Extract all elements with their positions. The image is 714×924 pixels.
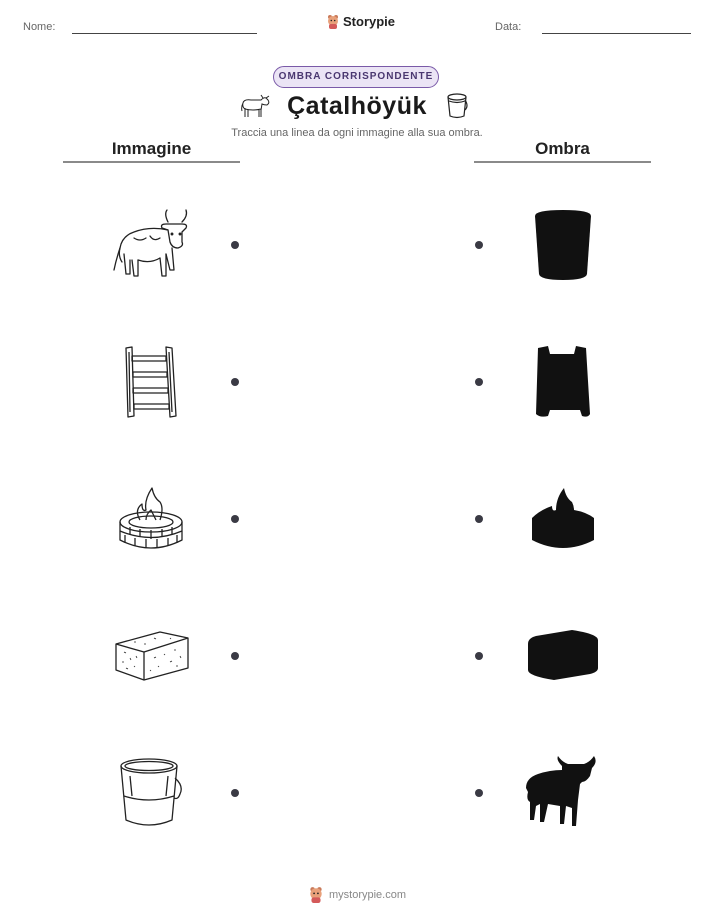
firepit-icon[interactable]	[116, 484, 186, 552]
mudbrick-icon[interactable]	[114, 626, 190, 684]
instructions: Traccia una linea da ogni immagine alla sua ombra.	[231, 127, 483, 139]
ladder-shadow-icon[interactable]	[532, 344, 594, 420]
bull-small-icon	[239, 92, 273, 120]
page-title: Çatalhöyük	[287, 92, 427, 120]
footer-url[interactable]: mystorypie.com	[328, 888, 407, 901]
firepit-shadow-icon[interactable]	[528, 484, 598, 552]
brand-logo	[326, 14, 395, 29]
left-dot-2[interactable]	[231, 378, 239, 386]
left-dot-3[interactable]	[231, 515, 239, 523]
right-dot-4[interactable]	[475, 652, 483, 660]
column-header-shadow: Ombra	[535, 139, 590, 158]
column-header-image: Immagine	[111, 139, 192, 158]
left-dot-4[interactable]	[231, 652, 239, 660]
column-rule-left	[63, 161, 240, 163]
footer	[0, 886, 714, 903]
name-line[interactable]	[72, 33, 257, 34]
bucket-shadow-icon[interactable]	[532, 208, 594, 282]
right-dot-5[interactable]	[475, 789, 483, 797]
brand-name: Storypie	[343, 14, 396, 29]
bucket-icon[interactable]	[118, 756, 184, 830]
column-rule-right	[474, 161, 651, 163]
storypie-mascot-icon	[308, 886, 324, 903]
right-dot-3[interactable]	[475, 515, 483, 523]
right-dot-1[interactable]	[475, 241, 483, 249]
bull-shadow-icon[interactable]	[522, 756, 602, 828]
right-dot-2[interactable]	[475, 378, 483, 386]
left-dot-5[interactable]	[231, 789, 239, 797]
date-label: Data:	[495, 21, 522, 33]
bull-icon[interactable]	[110, 208, 192, 282]
name-label: Nome:	[23, 21, 56, 33]
left-dot-1[interactable]	[231, 241, 239, 249]
storypie-mascot-icon	[326, 14, 340, 29]
activity-badge: OMBRA CORRISPONDENTE	[273, 66, 439, 88]
ladder-icon[interactable]	[122, 344, 180, 420]
brick-shadow-icon[interactable]	[526, 626, 600, 682]
bucket-small-icon	[445, 92, 469, 120]
date-line[interactable]	[542, 33, 691, 34]
